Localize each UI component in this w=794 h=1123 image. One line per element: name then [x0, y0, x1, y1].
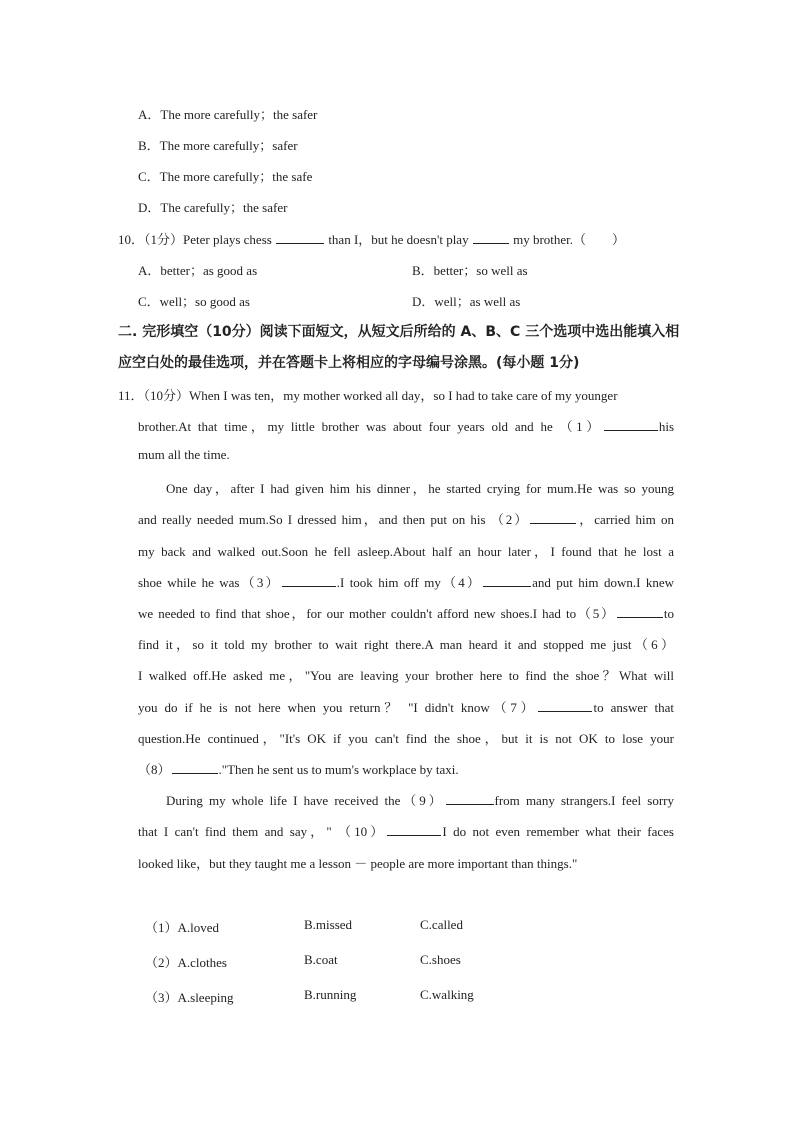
passage-text: brother.At that time，my little brother was about four years old and he （1）: [138, 419, 603, 434]
passage-line: [138, 416, 674, 435]
q10-stem: [118, 229, 625, 248]
passage-text: During my whole life I have received the（9）: [166, 793, 445, 808]
passage-line: question.He continued，"It's OK if you can't find the shoe，but it is not OK to lose your: [138, 731, 674, 746]
choice-3-b: B.running: [304, 987, 357, 1002]
answer-blank-10: [387, 823, 441, 836]
q10-stem-head: 10．（1分）Peter plays chess: [118, 232, 272, 247]
choice-1-b: B.missed: [304, 917, 353, 932]
q9-option-c: C．The more carefully；the safe: [138, 169, 313, 184]
passage-text: shoe while he was（3）: [138, 575, 281, 590]
passage-text: and put him down.I knew: [532, 575, 675, 590]
choice-3-c: C.walking: [420, 987, 474, 1002]
q10-option-d: D．well；as well as: [412, 294, 521, 309]
answer-blank-1: [604, 418, 658, 431]
choice-1-c: C.called: [420, 917, 463, 932]
q10-stem-mid: than I，but he doesn't play: [328, 232, 469, 247]
choice-1-a: （1）A.loved: [145, 920, 220, 935]
answer-blank-2: [530, 511, 576, 524]
q10-option-c: C．well；so good as: [138, 294, 250, 309]
section-heading-line2: 应空白处的最佳选项，并在答题卡上将相应的字母编号涂黑。(每小题 1分): [118, 355, 580, 371]
passage-line: [138, 759, 674, 778]
answer-blank-5: [617, 605, 663, 618]
q10-option-b: B．better；so well as: [412, 263, 528, 278]
answer-blank-8: [172, 761, 218, 774]
passage-line: find it，so it told my brother to wait right there.A man heard it and stopped me just（6）: [138, 637, 674, 652]
passage-text: that I can't find them and say，" （10）: [138, 824, 387, 839]
answer-blank: [276, 231, 324, 244]
passage-line: [138, 821, 674, 840]
answer-blank-9: [446, 792, 494, 805]
passage-line: mum all the time.: [138, 447, 230, 462]
passage-line: my back and walked out.Soon he fell asleep.About half an hour later，I found that he lost a: [138, 544, 674, 559]
answer-blank-3: [282, 574, 336, 587]
answer-blank-7: [538, 699, 592, 712]
passage-line: I walked off.He asked me，"You are leaving your brother here to find the shoe？What will: [138, 668, 674, 683]
choice-2-c: C.shoes: [420, 952, 461, 967]
passage-text: I do not even remember what their faces: [442, 824, 674, 839]
passage-text: .I took him off my（4）: [336, 575, 483, 590]
passage-line: [138, 697, 674, 716]
answer-blank-4: [483, 574, 531, 587]
q10-option-a: A．better；as good as: [138, 263, 258, 278]
passage-text: and really needed mum.So I dressed him，and then put on his （2）: [138, 512, 530, 527]
passage-line: [138, 603, 674, 622]
passage-line: 11．（10分）When I was ten，my mother worked all day，so I had to take care of my younger: [118, 388, 618, 403]
passage-text: his: [658, 419, 674, 434]
choice-2-a: （2）A.clothes: [145, 955, 227, 970]
q9-option-d: D．The carefully；the safer: [138, 200, 288, 215]
passage-line: [138, 572, 674, 591]
passage-line: [138, 509, 674, 528]
choice-2-b: B.coat: [304, 952, 338, 967]
passage-text: you do if he is not here when you return？ "I didn't know（7）: [138, 700, 538, 715]
passage-text: （8）: [138, 762, 171, 777]
q9-option-a: A．The more carefully；the safer: [138, 107, 318, 122]
passage-text: we needed to find that shoe，for our mother couldn't afford new shoes.I had to（5）: [138, 606, 616, 621]
q9-option-b: B．The more carefully；safer: [138, 138, 298, 153]
choice-3-a: （3）A.sleeping: [145, 990, 234, 1005]
passage-line: looked like，but they taught me a lesson － people are more important than things.": [138, 856, 578, 871]
passage-text: ，carried him on: [577, 512, 674, 527]
passage-text: to answer that: [593, 700, 674, 715]
passage-text: to: [663, 606, 674, 621]
answer-blank: [473, 231, 509, 244]
passage-line: [166, 790, 674, 809]
section-heading-line1: 二. 完形填空（10分）阅读下面短文，从短文后所给的 A、B、C 三个选项中选出能填入相: [118, 324, 680, 340]
passage-line: One day，after I had given him his dinner，he started crying for mum.He was so young: [166, 481, 674, 496]
passage-text: ."Then he sent us to mum's workplace by taxi.: [218, 762, 459, 777]
q10-stem-tail: my brother.（ ）: [513, 232, 626, 247]
passage-text: from many strangers.I feel sorry: [494, 793, 674, 808]
